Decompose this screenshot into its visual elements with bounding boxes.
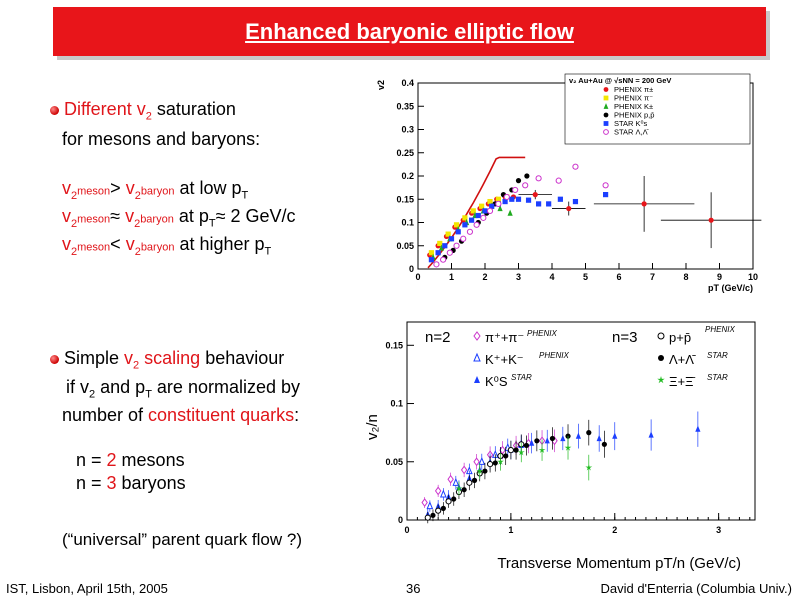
condition-high-pt (62, 234, 271, 258)
star-k-s-point (558, 197, 563, 202)
star-point (524, 443, 529, 448)
bullet-2-pre: Simple (64, 348, 125, 368)
star-point (434, 262, 439, 267)
x-axis-title: pT (GeV/c) (707, 283, 753, 293)
star-k-s-point (469, 218, 474, 223)
star-point (513, 448, 518, 453)
y-tick-label: 0.1 (401, 217, 414, 228)
bullet-2-line-1 (64, 348, 284, 372)
legend-label: PHENIX π⁻ (614, 93, 654, 103)
text-sub: 2 (89, 388, 96, 401)
star-point (556, 178, 561, 183)
n-baryons (76, 473, 186, 494)
title-bar (53, 7, 766, 56)
text-part: are normalized by (151, 377, 300, 397)
bullet-1-sub: 2 (145, 110, 152, 123)
phenix-point (642, 201, 647, 206)
n-value: 3 (106, 473, 117, 493)
legend-label: STAR K⁰s (614, 119, 648, 128)
legend-marker (604, 96, 609, 101)
star-point (430, 513, 435, 518)
x-tick-label: 10 (747, 272, 759, 282)
v-label: v (62, 234, 71, 254)
page-number: 36 (406, 581, 421, 596)
n-mesons (76, 450, 185, 471)
meson-sup: meson (77, 240, 111, 253)
bullet-2-v: v (124, 348, 134, 368)
footer-right: David d'Enterria (Columbia Univ.) (600, 581, 792, 596)
cond-text: at p (173, 206, 209, 226)
legend-marker (604, 113, 609, 118)
star-point (504, 194, 509, 199)
star-point (481, 215, 486, 220)
star-point (447, 250, 452, 255)
text-part: number of (62, 405, 149, 425)
star-point (461, 236, 466, 241)
bullet-2-post: behaviour (200, 348, 285, 368)
y-tick-label: 0 (408, 264, 414, 274)
t-sub: T (241, 189, 249, 202)
star-k-s-point (429, 257, 434, 262)
bullet-2-scaling: scaling (139, 348, 201, 368)
star-point (586, 430, 591, 435)
v-label: v (62, 178, 71, 198)
y-tick-label: 0.15 (396, 194, 414, 205)
x-tick-label: 0 (415, 272, 421, 282)
x-tick-label: 7 (649, 272, 656, 282)
phenix-point (533, 192, 538, 197)
x-tick-label: 0 (404, 525, 410, 535)
cond-text-2: ≈ 2 GeV/c (215, 206, 296, 226)
star-point (603, 183, 608, 188)
text-part: baryons (116, 473, 186, 493)
y-tick-label: 0.05 (396, 240, 414, 251)
y-tick-label: 0.25 (396, 147, 414, 158)
star-point (602, 442, 607, 447)
legend-lambda: Λ+Λ̄ (669, 352, 694, 367)
footer-left: IST, Lisbon, April 15th, 2005 (6, 581, 168, 596)
cond-text: at higher p (174, 234, 265, 254)
legend-title: v₂ Au+Au @ √sNN = 200 GeV (569, 76, 672, 85)
star-point (503, 453, 508, 458)
text-part: n = (76, 450, 107, 470)
phenix-point (566, 206, 571, 211)
star-k-s-point (436, 250, 441, 255)
legend-phenix: PHENIX (705, 325, 735, 334)
y-axis-title: v₂/n (364, 414, 381, 440)
star-k-s-point (526, 198, 531, 203)
y-tick-label: 0 (397, 515, 403, 525)
star-point (482, 468, 487, 473)
x-tick-label: 1 (448, 272, 455, 282)
x-tick-label: 2 (612, 525, 618, 535)
star-k-s-point (603, 192, 608, 197)
y-tick-label: 0.1 (390, 398, 403, 409)
x-axis-title: Transverse Momentum pT/n (GeV/c) (497, 555, 741, 572)
y-tick-label: 0.35 (396, 101, 414, 112)
x-tick-label: 2 (482, 272, 488, 282)
legend-ks: K⁰S (485, 374, 508, 389)
v-sub: 2 (71, 189, 78, 202)
star-k-s-point (482, 208, 487, 213)
bullet-1-line-2: for mesons and baryons: (62, 129, 261, 149)
legend-marker (658, 355, 664, 361)
legend-n3: n=3 (612, 329, 638, 346)
text-part: n = (76, 473, 107, 493)
bullet-2-line-3 (62, 405, 299, 426)
baryon-sup: baryon (140, 240, 175, 253)
v-sub: 2 (71, 217, 78, 230)
star-k-s-point (456, 229, 461, 234)
star-point (534, 438, 539, 443)
v-sub: 2 (134, 217, 141, 230)
chart-v2n-vs-ptn (355, 312, 775, 574)
meson-sup: meson (77, 184, 111, 197)
lt-sign: < (110, 234, 121, 254)
star-k-s-point (536, 201, 541, 206)
bullet-1-text: Different v (64, 99, 146, 119)
legend-marker (658, 333, 664, 339)
y-tick-label: 0.05 (385, 456, 403, 467)
p-p-phenix-point (436, 508, 441, 513)
y-axis-title: v2 (376, 79, 386, 90)
star-k-s-point (546, 201, 551, 206)
star-point (451, 496, 456, 501)
star-point (550, 436, 555, 441)
x-tick-label: 4 (549, 272, 555, 282)
y-tick-label: 0.2 (401, 171, 414, 181)
p-p-phenix-point (508, 448, 513, 453)
star-k-s-point (476, 213, 481, 218)
star-point (573, 164, 578, 169)
phenix-point (709, 218, 714, 223)
v-label: v (125, 206, 135, 226)
meson-sup: meson (77, 212, 111, 225)
v-sub: 2 (71, 245, 78, 258)
universal-note: (“universal” parent quark flow ?) (62, 530, 302, 549)
condition-mid-pt (62, 206, 296, 230)
y-tick-label: 0.3 (401, 124, 414, 135)
cond-text: at low p (174, 178, 242, 198)
star-point (496, 201, 501, 206)
x-tick-label: 1 (508, 525, 514, 535)
text-part: mesons (116, 450, 185, 470)
v-sub: 2 (134, 189, 141, 202)
legend-marker (604, 87, 609, 92)
star-point (523, 183, 528, 188)
bullet-2-line-2 (66, 377, 300, 401)
legend-pp: p+p̄ (669, 330, 692, 345)
legend-marker (604, 130, 609, 135)
t-sub: T (264, 245, 272, 258)
bullet-dot (50, 355, 59, 364)
legend-marker (604, 121, 609, 126)
text-sub: T (145, 388, 152, 401)
bullet-2-sub: 2 (133, 359, 140, 372)
v-label: v (125, 234, 135, 254)
v-sub: 2 (134, 245, 141, 258)
legend-star: STAR (707, 351, 728, 360)
legend-star: STAR (707, 373, 728, 382)
legend-label: PHENIX K± (614, 102, 654, 111)
constituent-quarks: constituent quarks (148, 405, 295, 425)
star-k-s-point (573, 199, 578, 204)
baryon-sup: baryon (140, 212, 174, 225)
x-tick-label: 9 (716, 272, 723, 282)
legend-label: STAR Λ,Λ̄ (614, 127, 648, 137)
legend-label: PHENIX p,p̄ (614, 110, 655, 120)
legend-phenix: PHENIX (527, 329, 557, 338)
legend-pi: π⁺+π⁻ (485, 330, 525, 345)
n-value: 2 (106, 450, 117, 470)
star-k-s-point (462, 222, 467, 227)
star-point (487, 208, 492, 213)
x-tick-label: 3 (716, 525, 722, 535)
y-tick-label: 0.4 (401, 78, 414, 88)
star-point (441, 257, 446, 262)
x-tick-label: 6 (616, 272, 622, 282)
y-tick-label: 0.15 (385, 340, 403, 351)
star-point (454, 243, 459, 248)
star-point (493, 460, 498, 465)
star-k-s-point (516, 197, 521, 202)
x-tick-label: 3 (515, 272, 522, 282)
p-p-phenix-point (446, 499, 451, 504)
v-label: v (125, 178, 135, 198)
x-tick-label: 8 (683, 272, 689, 282)
p-p-phenix-point (425, 515, 430, 520)
t-sub: T (208, 217, 216, 230)
legend-n2: n=2 (425, 329, 451, 346)
legend-xi: Ξ+Ξ̄ (669, 374, 694, 389)
text-part: : (294, 405, 300, 425)
bullet-1-line-1 (64, 99, 236, 123)
star-k-s-point (442, 243, 447, 248)
star-point (467, 229, 472, 234)
star-point (462, 487, 467, 492)
legend-k: K⁺+K⁻ (485, 352, 524, 367)
approx-sign: ≈ (110, 206, 121, 226)
star-k-s-point (449, 236, 454, 241)
text-part: if v (66, 377, 90, 397)
phenix-p-p-point (516, 178, 521, 183)
p-p-phenix-point (467, 480, 472, 485)
baryon-sup: baryon (140, 184, 175, 197)
phenix-p-p-point (524, 173, 529, 178)
legend-star: STAR (511, 373, 532, 382)
star-point (536, 176, 541, 181)
star-point (474, 222, 479, 227)
text-part: and p (95, 377, 146, 397)
legend-label: PHENIX π± (614, 85, 654, 94)
p-p-phenix-point (488, 461, 493, 466)
v-label: v (62, 206, 71, 226)
gt-sign: > (110, 178, 121, 198)
chart-v2-vs-pt (370, 68, 770, 298)
star-k-s-point (509, 197, 514, 202)
slide-title: Enhanced baryonic elliptic flow (245, 19, 574, 44)
condition-low-pt (62, 178, 248, 202)
bullet-1-post: saturation (151, 99, 236, 119)
x-tick-label: 5 (582, 272, 589, 282)
legend-phenix: PHENIX (539, 351, 569, 360)
star-point (472, 478, 477, 483)
star-point (513, 187, 518, 192)
bullet-dot (50, 106, 59, 115)
star-point (441, 506, 446, 511)
